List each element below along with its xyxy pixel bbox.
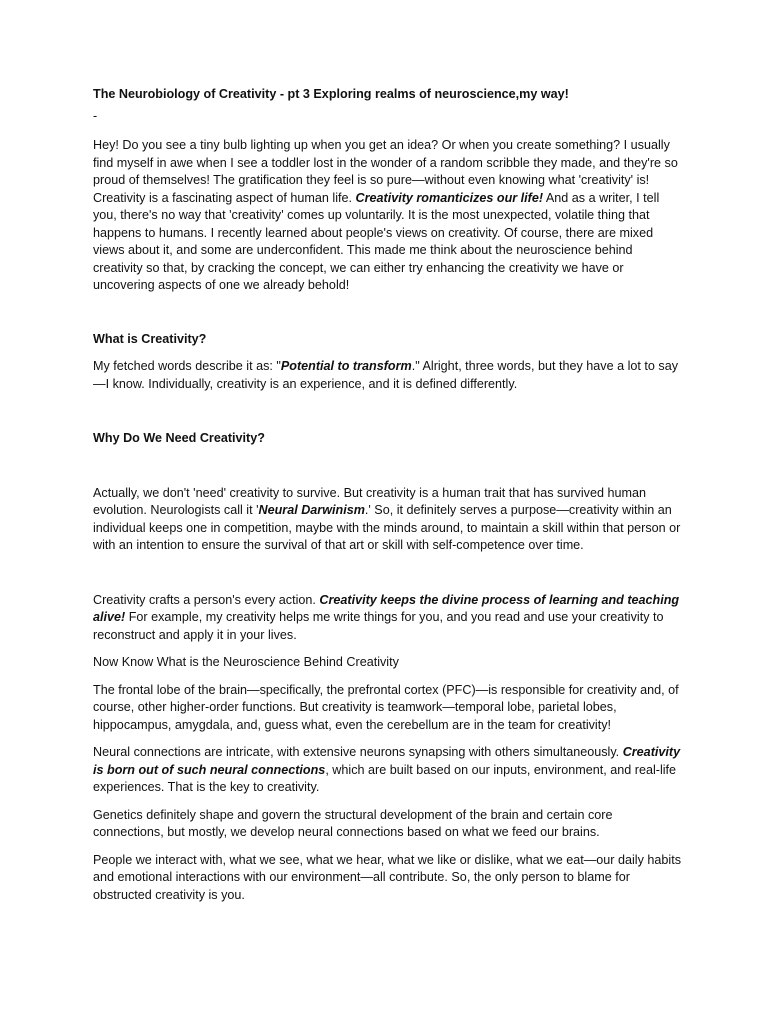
definition-text-1: My fetched words describe it as: " (93, 359, 281, 373)
intro-text-1: Hey! Do you see a tiny bulb lighting up when you get an idea? Or when you create something? I usually find myself in awe when I see a toddler lost in the wonder of a random scribble they made, and they're so proud of themselves! The gratification they feel is so pure—without even knowing what 'creativity' is! Creativity is a fascinating aspect of human life. (93, 138, 678, 205)
intro-text-2: And as a writer, I tell you, there's no way that 'creativity' comes up voluntarily. It is the most unexpected, volatile thing that happens to humans. I recently learned about people's views on creativity. Of course, there are mixed views about it, and some are underconfident. This made me think about the neuroscience behind creativity so that, by cracking the concept, we can either try enhancing the creativity we have or uncovering aspects of one we already behold! (93, 190, 660, 292)
crafts-emphasis: Creativity keeps the divine process of learning and teaching alive! (93, 592, 680, 624)
neural-emphasis: Creativity is born out of such neural connections (93, 745, 681, 777)
intro-paragraph (93, 137, 683, 295)
genetics-paragraph: Genetics definitely shape and govern the structural development of the brain and certain core connections, but mostly, we develop neural connections based on what we feed our brains. (93, 807, 613, 839)
need-text-1: Actually, we don't 'need' creativity to survive. But creativity is a human trait that has survived human evolution. Neurologists call it ' (93, 485, 646, 517)
heading-why-need-creativity: Why Do We Need Creativity? (93, 431, 265, 445)
definition-text-2: ." Alright, three words, but they have a lot to say—I know. Individually, creativity is an experience, and it is defined differently. (93, 359, 679, 391)
crafts-text-1: Creativity crafts a person's every action. (93, 592, 320, 607)
neural-text-2: , which are built based on our inputs, environment, and real-life experiences. That is the key to creativity. (93, 762, 677, 794)
need-emphasis: Neural Darwinism (258, 503, 365, 517)
neural-connections-paragraph (93, 744, 683, 797)
heading-neuroscience: Now Know What is the Neuroscience Behind Creativity (93, 655, 399, 669)
document-page (93, 86, 683, 904)
need-paragraph (93, 485, 683, 555)
intro-emphasis: Creativity romanticizes our life! (355, 190, 544, 205)
definition-paragraph (93, 358, 683, 393)
separator-dash: - (93, 108, 98, 123)
people-paragraph: People we interact with, what we see, what we hear, what we like or dislike, what we eat—our daily habits and emotional interactions with our environment—all contribute. So, the only person to blame for obstructed creativity is you. (93, 852, 682, 902)
document-title: The Neurobiology of Creativity - pt 3 Exploring realms of neuroscience,my way! (93, 87, 569, 101)
frontal-lobe-paragraph: The frontal lobe of the brain—specifically, the prefrontal cortex (PFC)—is responsible for creativity and, of course, other higher-order functions. But creativity is teamwork—temporal lobe, parietal lobes, hippocampus, amygdala, and, guess what, even the cerebellum are in the team for creativity! (93, 682, 679, 732)
crafts-text-2: For example, my creativity helps me write things for you, and you read and use your creativity to reconstruct and apply it in your lives. (93, 610, 664, 642)
definition-emphasis: Potential to transform (280, 359, 412, 373)
neural-text-1: Neural connections are intricate, with extensive neurons synapsing with others simultaneously. (93, 745, 623, 759)
heading-what-is-creativity: What is Creativity? (93, 331, 207, 346)
need-text-2: .' So, it definitely serves a purpose—creativity within an individual keeps one in competition, maybe with the minds around, to maintain a skill within that person or with an intention to ensure the survival of that art or skill with self-competence over time. (93, 503, 681, 552)
crafts-paragraph (93, 592, 683, 645)
